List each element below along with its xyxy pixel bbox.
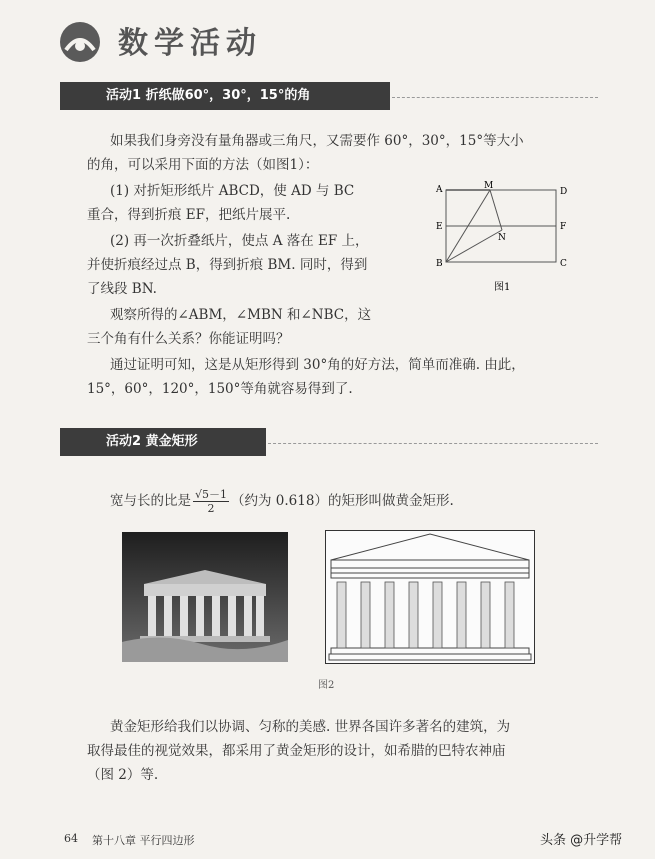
chapter-logo-icon (58, 20, 102, 64)
label-D: D (560, 187, 568, 197)
activity1-title: 活动1 折纸做60°，30°，15°的角 (106, 88, 311, 103)
step1-text: 重合，得到折痕 EF，把纸片展平. (87, 207, 291, 223)
label-E: E (436, 222, 443, 232)
page-number: 64 (64, 832, 78, 845)
question-text: 三个角有什么关系？你能证明吗？ (87, 331, 290, 347)
chapter-footer: 第十八章 平行四边形 (92, 834, 195, 847)
figure2-caption: 图2 (318, 680, 335, 691)
golden-rectangle-text: （图 2）等. (87, 767, 159, 783)
step1-text: (1) 对折矩形纸片 ABCD，使 AD 与 BC (110, 183, 355, 199)
label-B: B (436, 259, 443, 269)
step2-text: (2) 再一次折叠纸片，使点 A 落在 EF 上， (110, 233, 369, 249)
conclusion-text: 15°，60°，120°，150°等角就容易得到了. (87, 381, 353, 397)
conclusion-text: 通过证明可知，这是从矩形得到 30°角的好方法，简单而准确. 由此， (110, 357, 525, 373)
golden-rectangle-definition: 宽与长的比是 $\frac{√5-1}{2}$ （约为 0.618）的矩形叫做黄金矩形. (110, 488, 454, 515)
activity1-paragraph: 的角，可以采用下面的方法（如图1）： (87, 157, 319, 173)
parthenon-drawing (325, 530, 535, 664)
label-C: C (560, 259, 567, 269)
activity2-title: 活动2 黄金矩形 (106, 434, 198, 449)
activity2-section-bar (60, 428, 266, 456)
golden-rectangle-text: 黄金矩形给我们以协调、匀称的美感. 世界各国许多著名的建筑，为 (110, 719, 511, 735)
figure1-caption: 图1 (494, 282, 511, 293)
section-divider (392, 97, 598, 98)
label-F: F (560, 222, 567, 232)
label-A: A (436, 185, 443, 195)
figure1-fold-diagram (430, 178, 580, 298)
page-title: 数学活动 (118, 26, 262, 61)
golden-rectangle-text: 取得最佳的视觉效果，都采用了黄金矩形的设计，如希腊的巴特农神庙 (87, 743, 506, 759)
step2-text: 并使折痕经过点 B，得到折痕 BM. 同时，得到 (87, 257, 368, 273)
label-M: M (484, 181, 494, 191)
activity1-paragraph: 如果我们身旁没有量角器或三角尺，又需要作 60°，30°，15°等大小 (110, 133, 524, 149)
label-N: N (498, 233, 506, 243)
section-divider (268, 443, 598, 444)
ratio-fraction: $\frac{√5-1}{2}$ (195, 488, 228, 515)
activity1-section-bar (60, 82, 390, 110)
watermark: 头条 @升学帮 (540, 833, 623, 848)
question-text: 观察所得的∠ABM，∠MBN 和∠NBC，这 (110, 307, 372, 323)
step2-text: 了线段 BN. (87, 281, 157, 297)
parthenon-photo (122, 532, 288, 662)
